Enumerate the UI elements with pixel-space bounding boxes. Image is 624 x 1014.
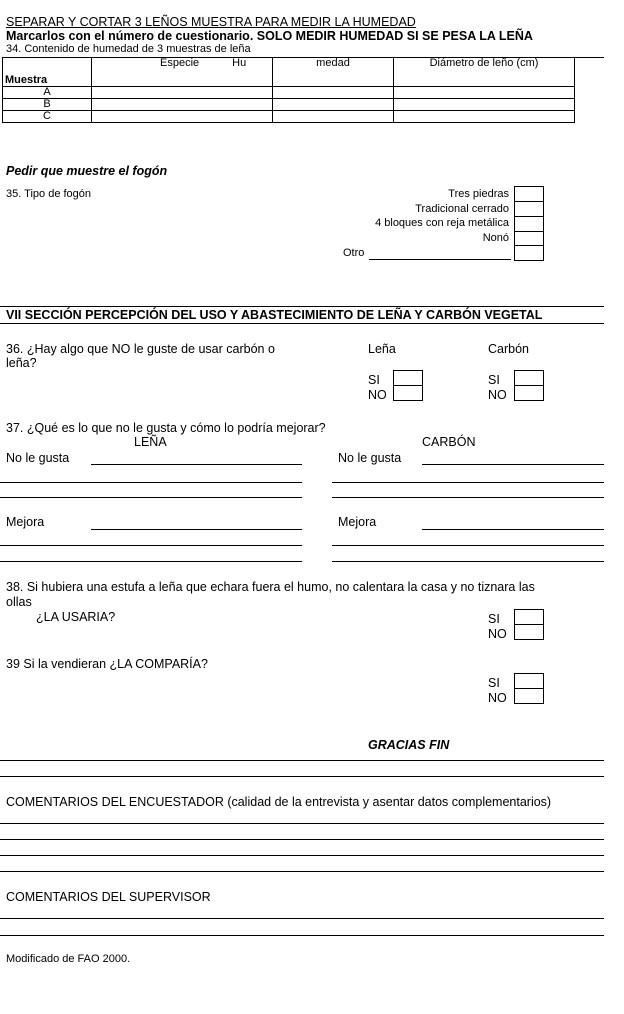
lena-no-le-gusta-line[interactable] bbox=[91, 464, 302, 465]
carbon-si-label: SI bbox=[488, 373, 500, 387]
lena-mejora-line[interactable] bbox=[91, 529, 302, 530]
q39-no-label: NO bbox=[488, 691, 507, 705]
comment-line[interactable] bbox=[0, 855, 604, 856]
lena-no-le-gusta-label: No le gusta bbox=[6, 451, 70, 465]
table-row bbox=[3, 99, 575, 111]
lena-no-label: NO bbox=[368, 388, 387, 402]
carbon-mejora-label: Mejora bbox=[338, 515, 377, 529]
table-cell[interactable] bbox=[92, 99, 273, 111]
checkbox-tradicional-cerrado[interactable] bbox=[514, 201, 544, 217]
checkbox-lena-si[interactable] bbox=[393, 370, 423, 386]
option-tres-piedras: Tres piedras bbox=[448, 188, 509, 200]
fogon-heading: Pedir que muestre el fogón bbox=[6, 164, 168, 178]
table-row bbox=[3, 111, 575, 123]
lena-mejora-label: Mejora bbox=[6, 515, 45, 529]
table-top-extension bbox=[575, 57, 604, 58]
gracias-fin-text: GRACIAS FIN bbox=[368, 738, 450, 752]
carbon-no-le-gusta-line[interactable] bbox=[422, 464, 604, 465]
checkbox-tres-piedras[interactable] bbox=[514, 186, 544, 202]
row-label: A bbox=[3, 87, 92, 99]
header-especie-hu: Especie Hu bbox=[92, 58, 273, 87]
marking-instruction: Marcarlos con el número de cuestionario. SOLO MEDIR HUMEDAD SI SE PESA LA LEÑA bbox=[6, 29, 533, 43]
comment-line[interactable] bbox=[0, 760, 604, 761]
table-cell[interactable] bbox=[273, 99, 394, 111]
option-4-bloques: 4 bloques con reja metálica bbox=[375, 217, 509, 229]
question-37-label: 37. ¿Qué es lo que no le gusta y cómo lo podría mejorar? bbox=[6, 421, 326, 435]
sampling-instruction: SEPARAR Y CORTAR 3 LEÑOS MUESTRA PARA MEDIR LA HUMEDAD bbox=[6, 15, 416, 29]
col-lena-label: Leña bbox=[368, 342, 396, 356]
checkbox-carbon-si[interactable] bbox=[514, 370, 544, 386]
lena-si-label: SI bbox=[368, 373, 380, 387]
usaria-label: ¿LA USARIA? bbox=[36, 610, 116, 624]
carbon-no-le-gusta-label: No le gusta bbox=[338, 451, 402, 465]
table-cell[interactable] bbox=[394, 111, 575, 123]
comment-line[interactable] bbox=[0, 871, 604, 872]
option-nono: Nonó bbox=[482, 232, 509, 244]
question-38-line1: 38. Si hubiera una estufa a leña que echara fuera el humo, no calentara la casa y no tiznara las bbox=[6, 580, 535, 594]
col-carbon-label: Carbón bbox=[488, 342, 529, 356]
lena-line[interactable] bbox=[0, 497, 302, 498]
header-diametro: Diámetro de leño (cm) bbox=[394, 58, 575, 87]
row-label: B bbox=[3, 99, 92, 111]
footer-source: Modificado de FAO 2000. bbox=[6, 953, 131, 965]
header-muestra: Muestra bbox=[3, 58, 92, 87]
section-7-title: VII SECCIÓN PERCEPCIÓN DEL USO Y ABASTECIMIENTO DE LEÑA Y CARBÓN VEGETAL bbox=[6, 308, 543, 322]
checkbox-lena-no[interactable] bbox=[393, 385, 423, 401]
lena-column-header: LEÑA bbox=[134, 435, 167, 449]
question-39-label: 39 Si la vendieran ¿LA COMPARÍA? bbox=[6, 657, 208, 671]
question-34-label: 34. Contenido de humedad de 3 muestras de leña bbox=[6, 43, 251, 55]
otro-input-line[interactable] bbox=[369, 259, 511, 260]
carbon-line[interactable] bbox=[332, 497, 604, 498]
q39-si-label: SI bbox=[488, 676, 500, 690]
q38-no-label: NO bbox=[488, 627, 507, 641]
table-cell[interactable] bbox=[92, 87, 273, 99]
carbon-no-label: NO bbox=[488, 388, 507, 402]
lena-line[interactable] bbox=[0, 561, 302, 562]
section-top-rule bbox=[0, 306, 604, 307]
comment-line[interactable] bbox=[0, 918, 604, 919]
table-cell[interactable] bbox=[273, 111, 394, 123]
section-bottom-rule bbox=[0, 323, 604, 324]
question-36-line2: leña? bbox=[6, 356, 37, 370]
checkbox-q39-si[interactable] bbox=[514, 673, 544, 689]
checkbox-4-bloques[interactable] bbox=[514, 216, 544, 232]
table-row bbox=[3, 87, 575, 99]
carbon-line[interactable] bbox=[332, 545, 604, 546]
option-otro: Otro bbox=[343, 247, 365, 259]
comment-line[interactable] bbox=[0, 839, 604, 840]
option-tradicional-cerrado: Tradicional cerrado bbox=[415, 203, 509, 215]
table-cell[interactable] bbox=[394, 87, 575, 99]
checkbox-q38-si[interactable] bbox=[514, 609, 544, 625]
question-35-label: 35. Tipo de fogón bbox=[6, 188, 92, 200]
checkbox-carbon-no[interactable] bbox=[514, 385, 544, 401]
humidity-table bbox=[2, 57, 575, 123]
comment-line[interactable] bbox=[0, 776, 604, 777]
checkbox-q39-no[interactable] bbox=[514, 688, 544, 704]
q38-si-label: SI bbox=[488, 612, 500, 626]
comment-line[interactable] bbox=[0, 823, 604, 824]
carbon-mejora-line[interactable] bbox=[422, 529, 604, 530]
comment-line[interactable] bbox=[0, 935, 604, 936]
carbon-line[interactable] bbox=[332, 561, 604, 562]
table-cell[interactable] bbox=[92, 111, 273, 123]
carbon-column-header: CARBÓN bbox=[422, 435, 476, 449]
checkbox-q38-no[interactable] bbox=[514, 624, 544, 640]
table-cell[interactable] bbox=[394, 99, 575, 111]
supervisor-comments-label: COMENTARIOS DEL SUPERVISOR bbox=[6, 890, 211, 904]
checkbox-otro[interactable] bbox=[514, 245, 544, 261]
row-label: C bbox=[3, 111, 92, 123]
question-36-line1: 36. ¿Hay algo que NO le guste de usar carbón o bbox=[6, 342, 275, 356]
lena-line[interactable] bbox=[0, 545, 302, 546]
lena-line[interactable] bbox=[0, 482, 302, 483]
table-cell[interactable] bbox=[273, 87, 394, 99]
encuestador-comments-label: COMENTARIOS DEL ENCUESTADOR (calidad de la entrevista y asentar datos complementarios) bbox=[6, 795, 552, 809]
carbon-line[interactable] bbox=[332, 482, 604, 483]
question-38-line2: ollas bbox=[6, 595, 32, 609]
header-medad: medad bbox=[273, 58, 394, 87]
